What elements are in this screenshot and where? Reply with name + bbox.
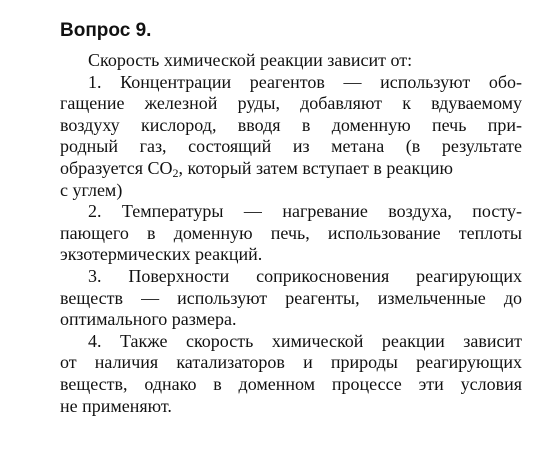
item-2-line-1: 2. Температуры — нагревание воздуха, посту- — [88, 201, 522, 222]
item-1-line-1: 1. Концентрации реагентов — используют обо- — [88, 71, 522, 92]
item-2-line-2: пающего в доменную печь, использование теплоты — [60, 222, 522, 243]
co2-subscript: 2 — [172, 165, 179, 180]
item-1-line-5 — [60, 158, 522, 180]
item-1-line-5-before: образуется CO — [60, 157, 173, 178]
item-2-line-3: экзотермических реакций. — [60, 244, 263, 265]
item-1-line-2: гащение железной руды, добавляют к вдуваемому — [60, 93, 522, 114]
item-1-line-4: родный газ, состоящий из метана (в результате — [60, 136, 522, 157]
item-4-line-3: веществ, однако в доменном процессе эти условия — [60, 373, 522, 394]
item-4-line-2: от наличия катализаторов и природы реагирующих — [60, 352, 522, 373]
item-1-line-5-after: , который затем вступает в реакцию — [178, 157, 453, 178]
intro-line: Скорость химической реакции зависит от: — [88, 50, 413, 70]
question-title: Вопрос 9. — [60, 20, 152, 41]
item-3-line-2: веществ — используют реагенты, измельченные до — [60, 287, 522, 308]
item-4-line-4: не применяют. — [60, 395, 172, 416]
item-1-line-6: с углем) — [60, 179, 123, 200]
item-3-line-1: 3. Поверхности соприкосновения реагирующих — [88, 265, 522, 286]
item-1-line-3: воздуху кислород, вводя в доменную печь при- — [60, 114, 522, 135]
answer-text — [60, 50, 522, 417]
item-4-line-1: 4. Также скорость химической реакции зависит — [88, 330, 522, 351]
item-3-line-3: оптимального размера. — [60, 309, 237, 330]
